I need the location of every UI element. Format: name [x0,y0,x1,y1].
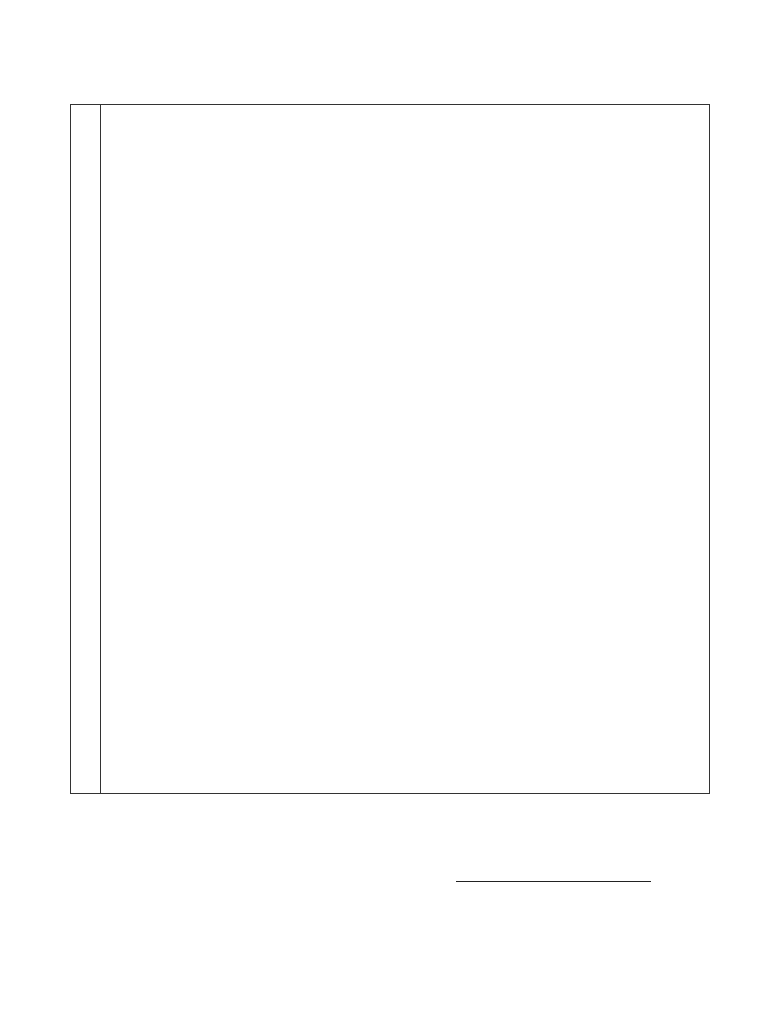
number-column-divider [100,105,101,793]
questionnaire-table [70,104,710,794]
signature-line [456,881,651,882]
